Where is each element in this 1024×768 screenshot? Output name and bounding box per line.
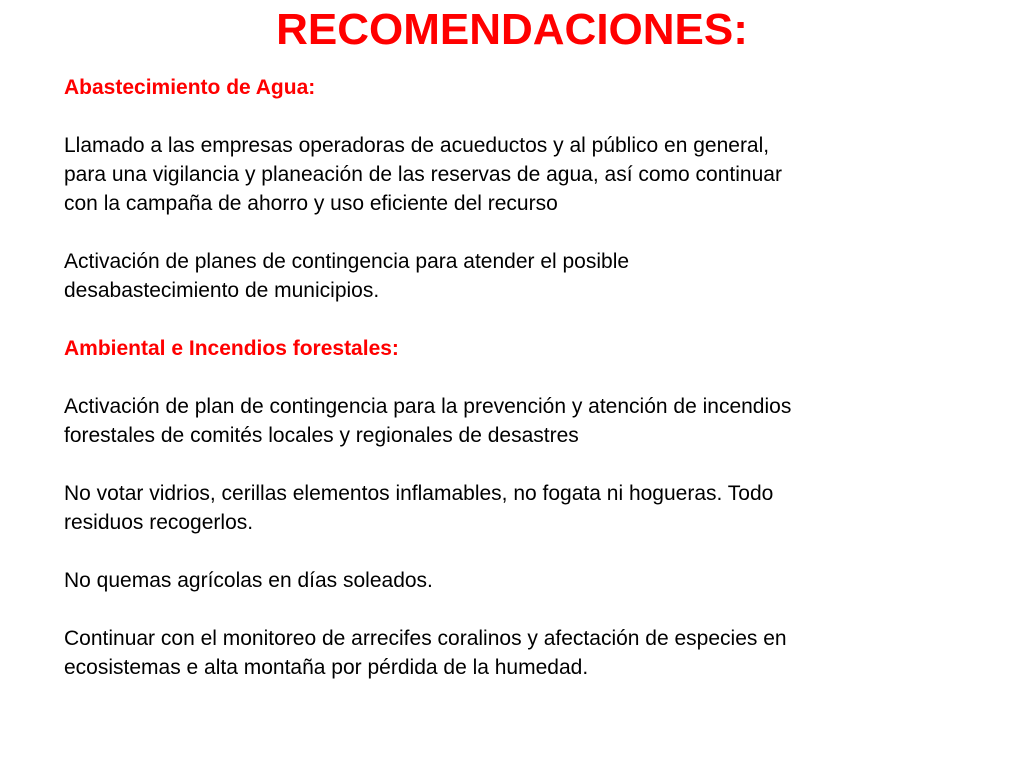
paragraph-line: No votar vidrios, cerillas elementos inflamables, no fogata ni hogueras. Todo — [64, 482, 774, 505]
spacer — [64, 450, 994, 479]
paragraph-line: para una vigilancia y planeación de las reservas de agua, así como continuar — [64, 163, 782, 186]
spacer — [64, 305, 994, 334]
paragraph-line: ecosistemas e alta montaña por pérdida de la humedad. — [64, 656, 589, 679]
paragraph-line: Activación de plan de contingencia para la prevención y atención de incendios — [64, 395, 792, 418]
spacer — [64, 363, 994, 392]
paragraph-water-1 — [64, 131, 994, 218]
paragraph-line: desabastecimiento de municipios. — [64, 279, 380, 302]
paragraph-line: No quemas agrícolas en días soleados. — [64, 569, 433, 592]
section-heading-environment: Ambiental e Incendios forestales: — [64, 337, 399, 360]
slide-body — [64, 73, 994, 682]
paragraph-line: con la campaña de ahorro y uso eficiente del recurso — [64, 192, 558, 215]
paragraph-environment-4 — [64, 624, 994, 682]
paragraph-environment-3 — [64, 566, 994, 595]
slide-title: RECOMENDACIONES: — [276, 5, 748, 54]
paragraph-line: forestales de comités locales y regionales de desastres — [64, 424, 579, 447]
paragraph-line: residuos recogerlos. — [64, 511, 254, 534]
spacer — [64, 102, 994, 131]
paragraph-water-2 — [64, 247, 994, 305]
paragraph-environment-1 — [64, 392, 994, 450]
paragraph-line: Activación de planes de contingencia para atender el posible — [64, 250, 630, 273]
paragraph-environment-2 — [64, 479, 994, 537]
spacer — [64, 218, 994, 247]
paragraph-line: Continuar con el monitoreo de arrecifes coralinos y afectación de especies en — [64, 627, 787, 650]
section-heading-water: Abastecimiento de Agua: — [64, 76, 316, 99]
paragraph-line: Llamado a las empresas operadoras de acueductos y al público en general, — [64, 134, 770, 157]
spacer — [64, 537, 994, 566]
spacer — [64, 595, 994, 624]
